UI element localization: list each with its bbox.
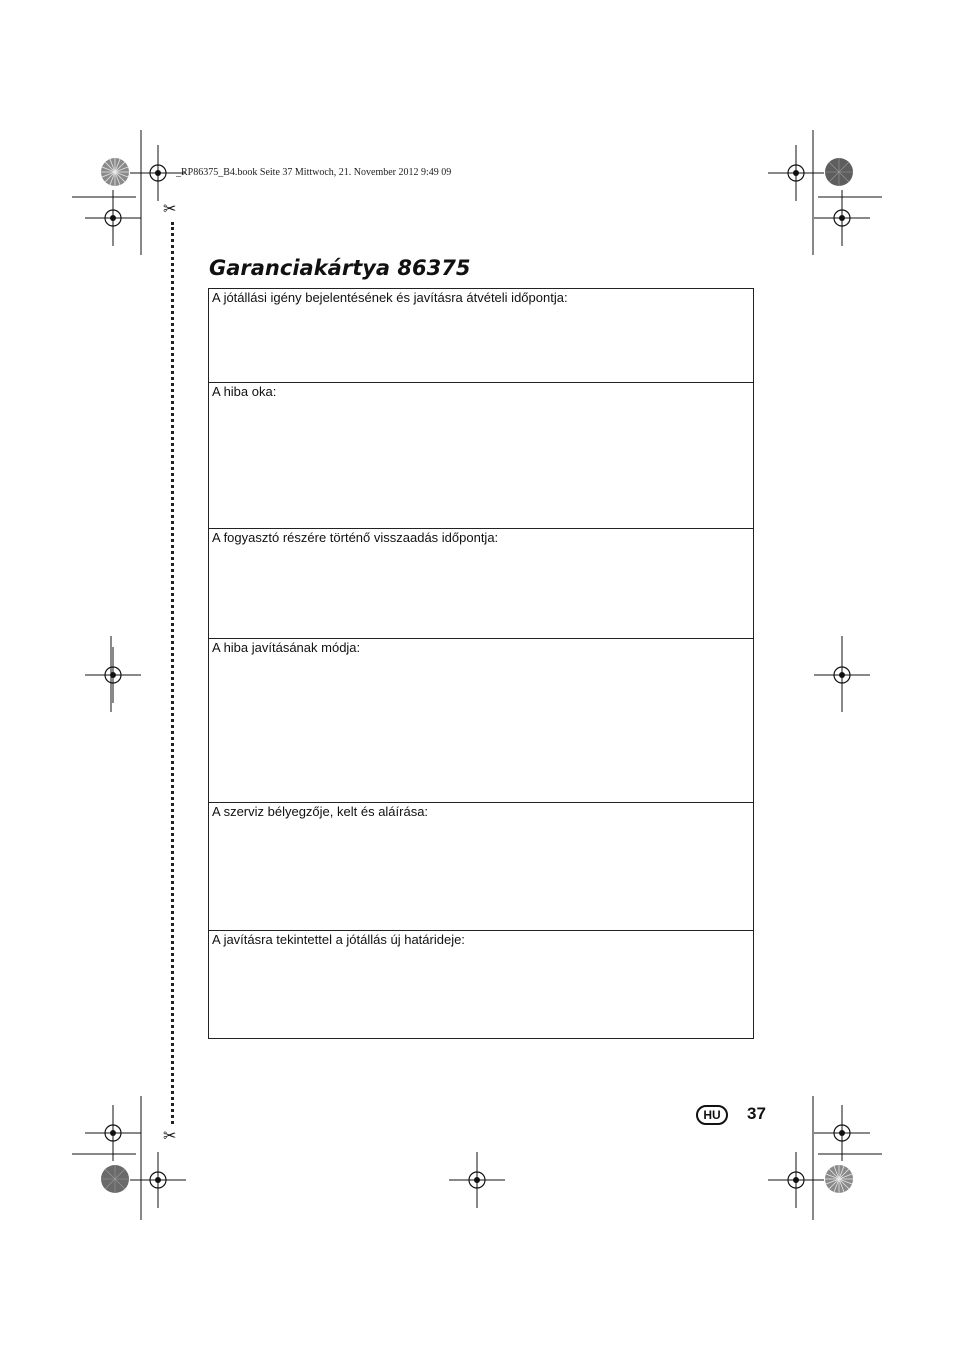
field-label: A fogyasztó részére történő visszaadás időpontja:: [212, 530, 499, 545]
scissors-icon: ✂: [163, 201, 177, 218]
starburst-target-icon: [824, 1164, 854, 1194]
field-label: A hiba oka:: [212, 384, 277, 399]
page-title: Garanciakártya 86375: [209, 256, 471, 280]
scissors-icon: ✂: [163, 1128, 177, 1145]
field-label: A szerviz bélyegzője, kelt és aláírása:: [212, 804, 429, 819]
field-label: A jótállási igény bejelentésének és javításra átvételi időpontja:: [212, 290, 568, 305]
page-number: 37: [747, 1104, 766, 1123]
field-label: A hiba javításának módja:: [212, 640, 361, 655]
starburst-target-icon: [100, 157, 130, 187]
starburst-target-icon: [100, 1164, 130, 1194]
language-badge: HU: [696, 1105, 728, 1125]
field-label: A javításra tekintettel a jótállás új határideje:: [212, 932, 465, 947]
print-info: _RP86375_B4.book Seite 37 Mittwoch, 21. November 2012 9:49 09: [176, 167, 452, 178]
starburst-target-icon: [824, 157, 854, 187]
